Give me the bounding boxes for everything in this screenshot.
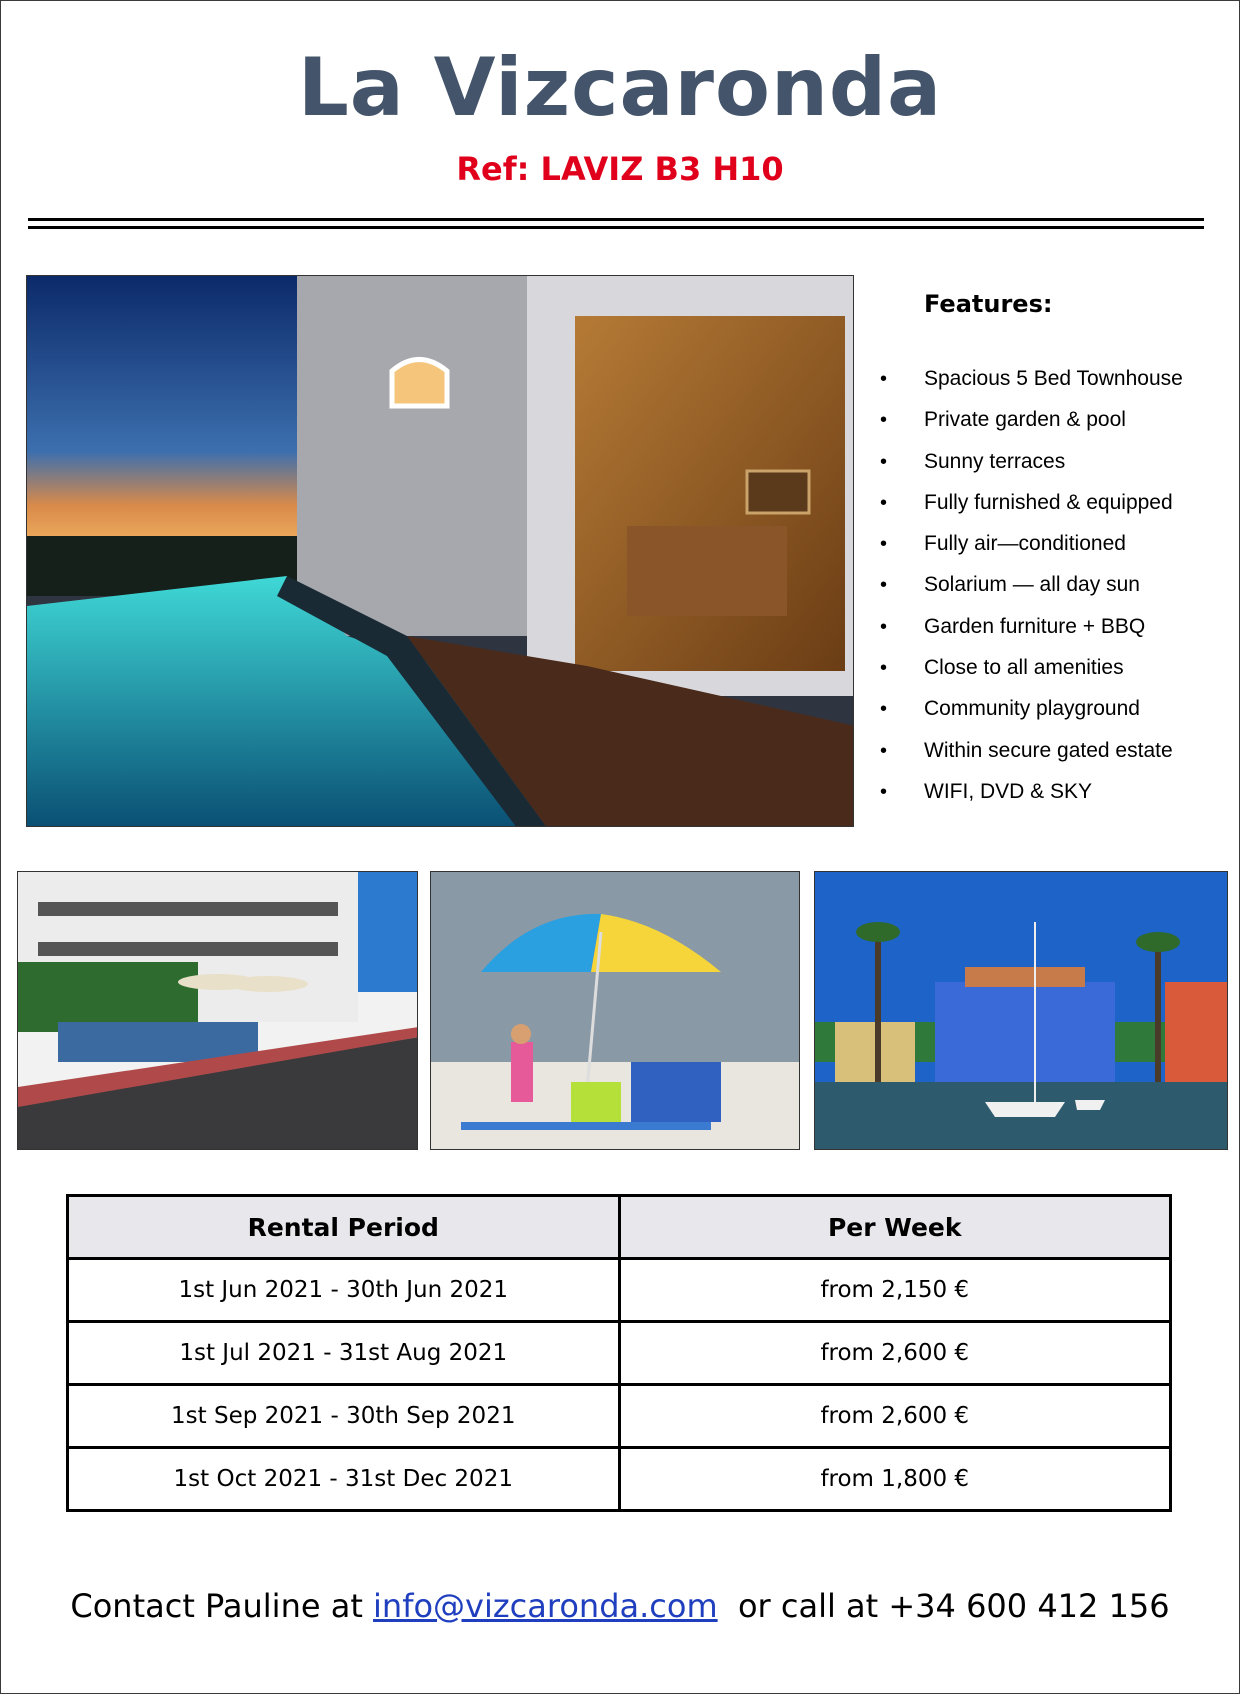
bullet-icon: • <box>880 574 888 597</box>
table-row <box>68 1259 1171 1322</box>
contact-email-link[interactable]: info@vizcaronda.com <box>373 1587 718 1625</box>
rental-period-cell: 1st Jul 2021 - 31st Aug 2021 <box>68 1322 620 1385</box>
price-cell: from 2,150 € <box>619 1259 1170 1322</box>
feature-item: • WIFI, DVD & SKY <box>880 777 1183 818</box>
header-per-week: Per Week <box>619 1196 1170 1259</box>
price-cell: from 2,600 € <box>619 1322 1170 1385</box>
table-row <box>68 1385 1171 1448</box>
main-photo-pool <box>26 275 854 827</box>
bullet-icon: • <box>880 491 888 514</box>
feature-item: • Fully furnished & equipped <box>880 488 1183 529</box>
photo-street <box>17 871 418 1150</box>
features-list <box>880 364 1183 818</box>
price-cell: from 1,800 € <box>619 1448 1170 1511</box>
feature-item: • Solarium — all day sun <box>880 570 1183 611</box>
bullet-icon: • <box>880 615 888 638</box>
table-row <box>68 1448 1171 1511</box>
photo-beach <box>430 871 800 1150</box>
bullet-icon: • <box>880 657 888 680</box>
contact-phone: or call at +34 600 412 156 <box>717 1587 1170 1625</box>
bullet-icon: • <box>880 368 888 390</box>
bullet-icon: • <box>880 409 888 432</box>
header-rental-period: Rental Period <box>68 1196 620 1259</box>
table-header-row <box>68 1196 1171 1259</box>
property-ref: Ref: LAVIZ B3 H10 <box>456 150 784 188</box>
feature-item: • Close to all amenities <box>880 653 1183 694</box>
features-heading: Features: <box>924 290 1053 318</box>
rental-period-cell: 1st Jun 2021 - 30th Jun 2021 <box>68 1259 620 1322</box>
feature-item: • Private garden & pool <box>880 405 1183 446</box>
divider-top <box>28 218 1204 221</box>
page-title: La Vizcaronda <box>297 41 943 134</box>
feature-item: • Within secure gated estate <box>880 736 1183 777</box>
feature-item: • Community playground <box>880 694 1183 735</box>
contact-prefix: Contact Pauline at <box>70 1587 374 1625</box>
bullet-icon: • <box>880 780 888 803</box>
feature-item: • Spacious 5 Bed Townhouse <box>880 364 1183 405</box>
bullet-icon: • <box>880 739 888 762</box>
rates-table <box>66 1194 1172 1512</box>
feature-item: • Fully air—conditioned <box>880 529 1183 570</box>
rental-period-cell: 1st Oct 2021 - 31st Dec 2021 <box>68 1448 620 1511</box>
price-cell: from 2,600 € <box>619 1385 1170 1448</box>
feature-item: • Sunny terraces <box>880 447 1183 488</box>
bullet-icon: • <box>880 533 888 556</box>
contact-line <box>0 1587 1240 1625</box>
rental-period-cell: 1st Sep 2021 - 30th Sep 2021 <box>68 1385 620 1448</box>
bullet-icon: • <box>880 450 888 473</box>
feature-item: • Garden furniture + BBQ <box>880 612 1183 653</box>
photo-marina <box>814 871 1228 1150</box>
divider-bottom <box>28 226 1204 229</box>
table-row <box>68 1322 1171 1385</box>
bullet-icon: • <box>880 698 888 721</box>
